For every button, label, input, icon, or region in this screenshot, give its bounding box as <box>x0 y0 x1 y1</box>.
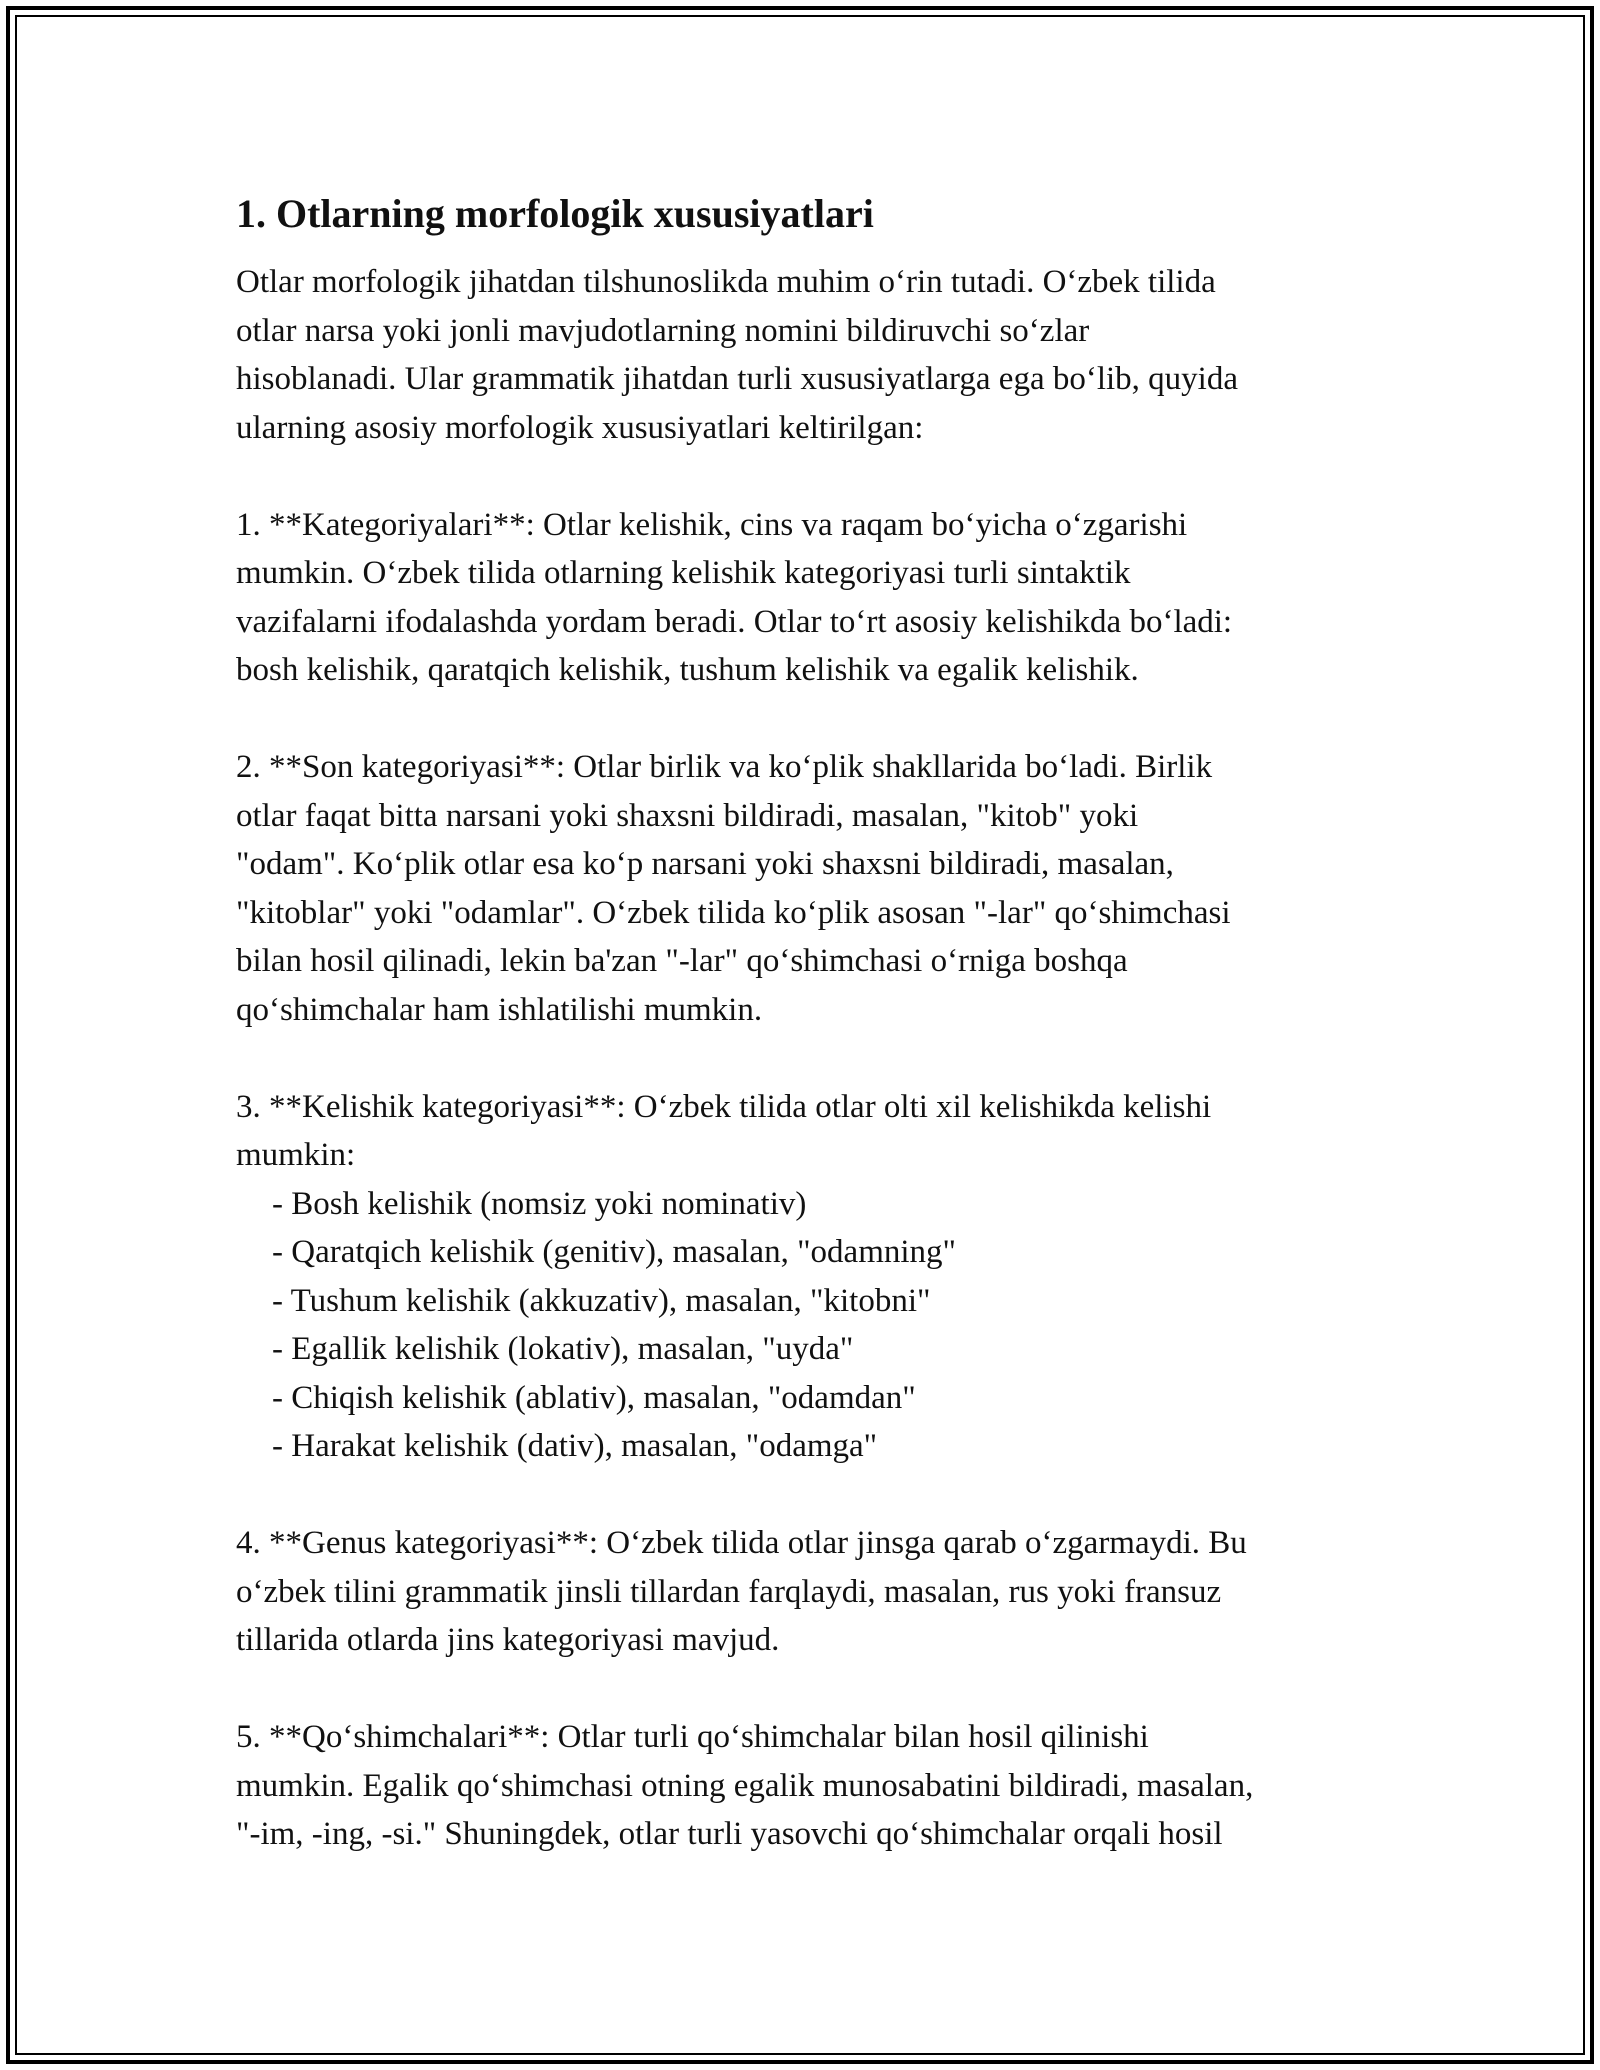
case-list-item: - Bosh kelishik (nomsiz yoki nominativ) <box>272 1185 807 1222</box>
case-list-item: - Qaratqich kelishik (genitiv), masalan, "odamning" <box>272 1234 957 1270</box>
case-list-item: - Chiqish kelishik (ablativ), masalan, "odamdan" <box>272 1379 916 1416</box>
section-title: 1. Otlarning morfologik xususiyatlari <box>236 191 874 236</box>
item-5-suffixes: 5. **Qo‘shimchalari**: Otlar turli qo‘shimchalar bilan hosil qilinishi mumkin. Egalik qo‘shimchasi otning egalik munosabatini bildiradi, masalan, "-im, -ing, -si." Shuningdek, otlar turli yasovchi qo‘shimchalar orqali hosil <box>236 1719 1254 1852</box>
case-list <box>236 1180 1376 1471</box>
paragraph-gap <box>236 1034 1376 1083</box>
paragraph-gap <box>236 1665 1376 1714</box>
item-4-genus-category: 4. **Genus kategoriyasi**: O‘zbek tilida otlar jinsga qarab o‘zgarmaydi. Bu o‘zbek tilini grammatik jinsli tillardan farqlaydi, masalan, rus yoki fransuz tillarida otlarda jins kategoriyasi mavjud. <box>236 1525 1247 1658</box>
paragraph-gap <box>236 452 1376 501</box>
case-list-item: - Egallik kelishik (lokativ), masalan, "uyda" <box>272 1331 854 1367</box>
case-list-item: - Harakat kelishik (dativ), masalan, "odamga" <box>272 1428 878 1464</box>
intro-paragraph: Otlar morfologik jihatdan tilshunoslikda muhim o‘rin tutadi. O‘zbek tilida otlar narsa yoki jonli mavjudotlarning nomini bildiruvchi so‘zlar hisoblanadi. Ular grammatik jihatdan turli xususiyatlarga ega bo‘lib, quyida ularning asosiy morfologik xususiyatlari keltirilgan: <box>236 264 1238 446</box>
paragraph-gap <box>236 695 1376 744</box>
paragraph-gap <box>236 1471 1376 1520</box>
case-list-item: - Tushum kelishik (akkuzativ), masalan, "kitobni" <box>272 1282 931 1319</box>
item-1-categories: 1. **Kategoriyalari**: Otlar kelishik, cins va raqam bo‘yicha o‘zgarishi mumkin. O‘zbek tilida otlarning kelishik kategoriyasi turli sintaktik vazifalarni ifodalashda yordam beradi. Otlar to‘rt asosiy kelishikda bo‘ladi: bosh kelishik, qaratqich kelishik, tushum kelishik va egalik kelishik. <box>236 506 1233 688</box>
item-3-case-category: 3. **Kelishik kategoriyasi**: O‘zbek tilida otlar olti xil kelishikda kelishi mumkin: <box>236 1088 1212 1173</box>
item-2-number-category: 2. **Son kategoriyasi**: Otlar birlik va ko‘plik shakllarida bo‘ladi. Birlik otlar faqat bitta narsani yoki shaxsni bildiradi, masalan, "kitob" yoki "odam". Ko‘plik otlar esa ko‘p narsani yoki shaxsni bildiradi, masalan, "kitoblar" yoki "odamlar". O‘zbek tilida ko‘plik asosan "-lar" qo‘shimchasi bilan hosil qilinadi, lekin ba'zan "-lar" qo‘shimchasi o‘rniga boshqa qo‘shimchalar ham ishlatilishi mumkin. <box>236 749 1231 1028</box>
document-body <box>236 188 1376 1859</box>
